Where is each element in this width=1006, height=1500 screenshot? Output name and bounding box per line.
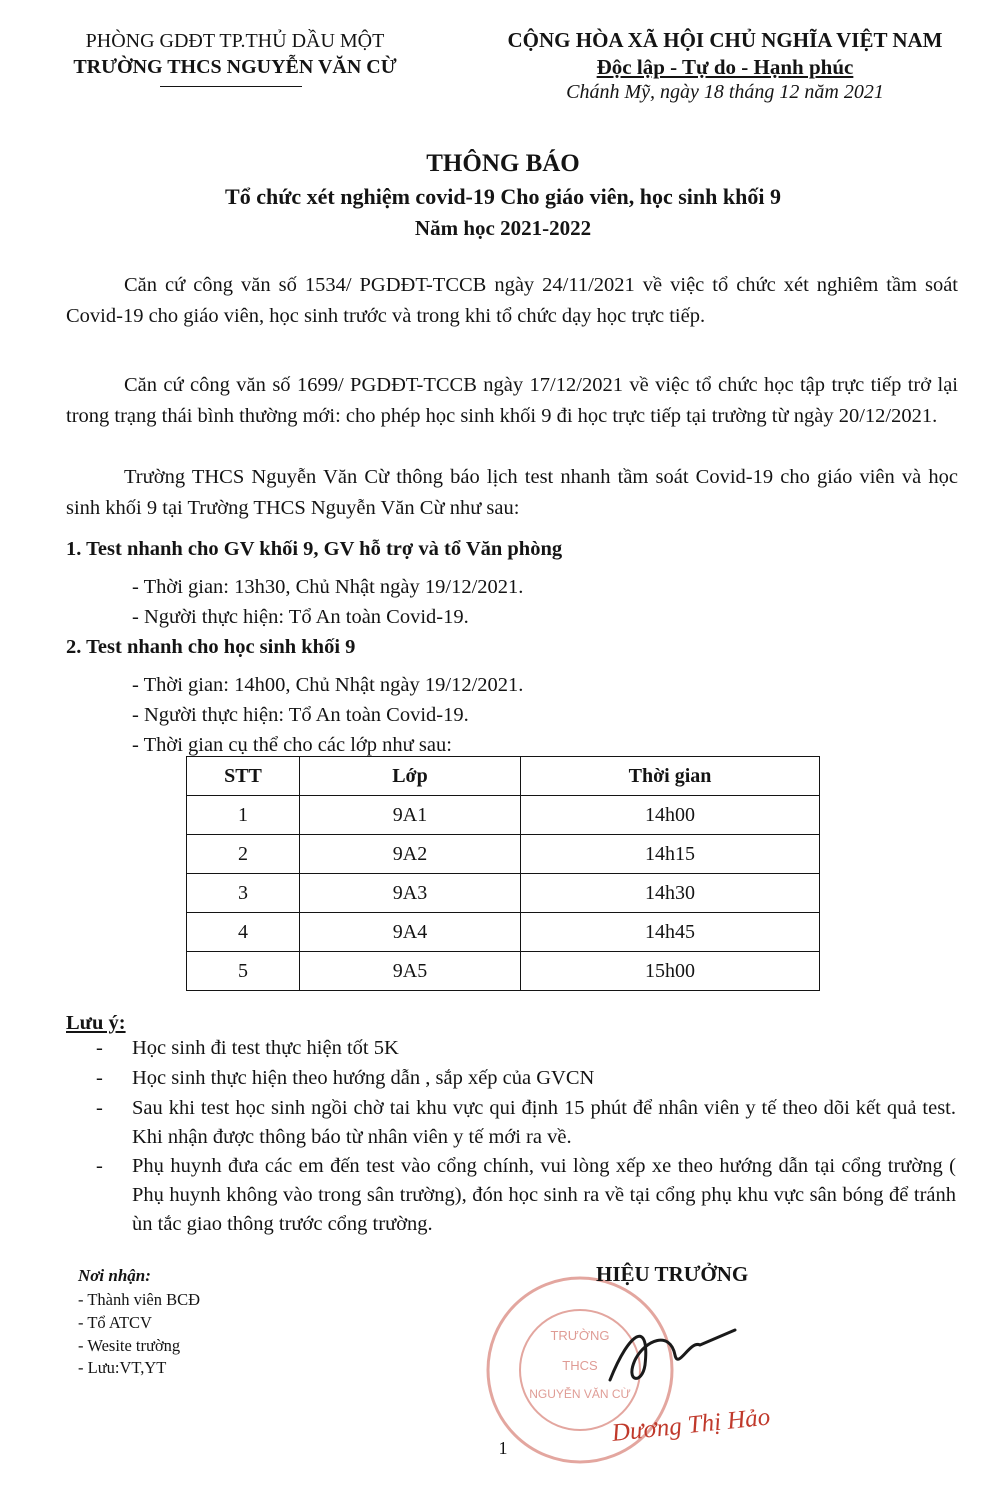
recipient-item: - Thành viên BCĐ xyxy=(78,1290,201,1309)
table-row xyxy=(187,952,820,991)
cell-class: 9A2 xyxy=(300,835,521,874)
section-2-schedule-intro: - Thời gian cụ thể cho các lớp như sau: xyxy=(132,734,452,756)
recipient-item: - Wesite trường xyxy=(78,1336,181,1355)
note-item xyxy=(96,1064,956,1093)
table-row xyxy=(187,835,820,874)
place-date: Chánh Mỹ, ngày 18 tháng 12 năm 2021 xyxy=(566,81,884,103)
paragraph-2-text: Căn cứ công văn số 1699/ PGDĐT-TCCB ngày 17/12/2021 về việc tổ chức học tập trực tiếp trở lại trong trạng thái bình thường mới: cho phép học sinh khối 9 đi học trực tiếp tại trường từ ngày 20/12/2021. xyxy=(66,374,958,427)
school-name: TRƯỜNG THCS NGUYỄN VĂN CỪ xyxy=(73,56,397,78)
header-underline xyxy=(160,86,302,87)
handwritten-signature-icon xyxy=(600,1310,740,1400)
table-row xyxy=(187,913,820,952)
cell-stt: 3 xyxy=(187,874,300,913)
cell-time: 14h00 xyxy=(521,796,820,835)
column-header-time: Thời gian xyxy=(521,757,820,796)
motto-text: Độc lập - Tự do - Hạnh phúc xyxy=(596,55,854,79)
paragraph-1-text: Căn cứ công văn số 1534/ PGDĐT-TCCB ngày 24/11/2021 về việc tổ chức xét nghiêm tầm soát Covid-19 cho giáo viên, học sinh trước và trong khi tổ chức dạy học trực tiếp. xyxy=(66,274,958,327)
document-subject: Tổ chức xét nghiệm covid-19 Cho giáo viên, học sinh khối 9 xyxy=(225,184,781,209)
section-1-heading: 1. Test nhanh cho GV khối 9, GV hỗ trợ và tổ Văn phòng xyxy=(66,538,563,560)
cell-time: 14h30 xyxy=(521,874,820,913)
cell-class: 9A4 xyxy=(300,913,521,952)
national-motto xyxy=(465,55,985,80)
column-header-stt: STT xyxy=(187,757,300,796)
cell-stt: 1 xyxy=(187,796,300,835)
body-paragraph-1 xyxy=(66,270,958,332)
national-title: CỘNG HÒA XÃ HỘI CHỦ NGHĨA VIỆT NAM xyxy=(507,28,943,52)
recipients-title: Nơi nhận: xyxy=(78,1266,151,1285)
schedule-table xyxy=(186,756,820,991)
recipient-item: - Tổ ATCV xyxy=(78,1313,152,1332)
cell-class: 9A3 xyxy=(300,874,521,913)
note-item xyxy=(96,1094,956,1152)
note-item xyxy=(96,1152,956,1239)
paragraph-3-text: Trường THCS Nguyễn Văn Cừ thông báo lịch test nhanh tầm soát Covid-19 cho giáo viên và học sinh khối 9 tại Trường THCS Nguyễn Văn Cừ như sau: xyxy=(66,466,958,519)
note-text: Sau khi test học sinh ngồi chờ tai khu vực qui định 15 phút để nhân viên y tế theo dõi kết quả test. Khi nhận được thông báo từ nhân viên y tế mới ra về. xyxy=(132,1097,956,1148)
note-item xyxy=(96,1034,956,1063)
svg-text:THCS: THCS xyxy=(562,1358,598,1373)
section-1-performer: - Người thực hiện: Tổ An toàn Covid-19. xyxy=(132,606,469,628)
notes-title: Lưu ý: xyxy=(66,1012,126,1034)
body-paragraph-3 xyxy=(66,462,958,524)
note-bullet: - xyxy=(96,1155,103,1177)
table-row xyxy=(187,874,820,913)
section-2-performer: - Người thực hiện: Tổ An toàn Covid-19. xyxy=(132,704,469,726)
page-number: 1 xyxy=(498,1438,508,1458)
svg-text:NGUYỄN VĂN CỪ: NGUYỄN VĂN CỪ xyxy=(529,1387,631,1401)
cell-stt: 2 xyxy=(187,835,300,874)
cell-stt: 4 xyxy=(187,913,300,952)
document-title: THÔNG BÁO xyxy=(426,150,580,177)
section-2-time: - Thời gian: 14h00, Chủ Nhật ngày 19/12/2021. xyxy=(132,674,524,696)
svg-text:TRƯỜNG: TRƯỜNG xyxy=(550,1328,610,1343)
note-text: Học sinh đi test thực hiện tốt 5K xyxy=(132,1037,399,1059)
table-header-row xyxy=(187,757,820,796)
cell-class: 9A1 xyxy=(300,796,521,835)
note-text: Phụ huynh đưa các em đến test vào cổng chính, vui lòng xếp xe theo hướng dẫn tại cổng trường ( Phụ huynh không vào trong sân trường), đón học sinh ra về tại cổng phụ khu vực sân bóng để tránh ùn tắc giao thông trước cổng trường. xyxy=(132,1155,956,1235)
cell-stt: 5 xyxy=(187,952,300,991)
column-header-class: Lớp xyxy=(300,757,521,796)
signer-role: HIỆU TRƯỞNG xyxy=(596,1262,749,1286)
agency-name: PHÒNG GDĐT TP.THỦ DẦU MỘT xyxy=(85,30,385,52)
school-year: Năm học 2021-2022 xyxy=(414,216,592,240)
table-row xyxy=(187,796,820,835)
note-bullet: - xyxy=(96,1067,103,1089)
note-bullet: - xyxy=(96,1097,103,1119)
cell-class: 9A5 xyxy=(300,952,521,991)
recipient-item: - Lưu:VT,YT xyxy=(78,1358,167,1377)
section-2-heading: 2. Test nhanh cho học sinh khối 9 xyxy=(66,636,356,658)
note-text: Học sinh thực hiện theo hướng dẫn , sắp xếp của GVCN xyxy=(132,1067,595,1089)
cell-time: 15h00 xyxy=(521,952,820,991)
cell-time: 14h15 xyxy=(521,835,820,874)
body-paragraph-2 xyxy=(66,370,958,432)
section-1-time: - Thời gian: 13h30, Chủ Nhật ngày 19/12/2021. xyxy=(132,576,524,598)
cell-time: 14h45 xyxy=(521,913,820,952)
note-bullet: - xyxy=(96,1037,103,1059)
signer-name: Dương Thị Hảo xyxy=(610,1403,772,1447)
